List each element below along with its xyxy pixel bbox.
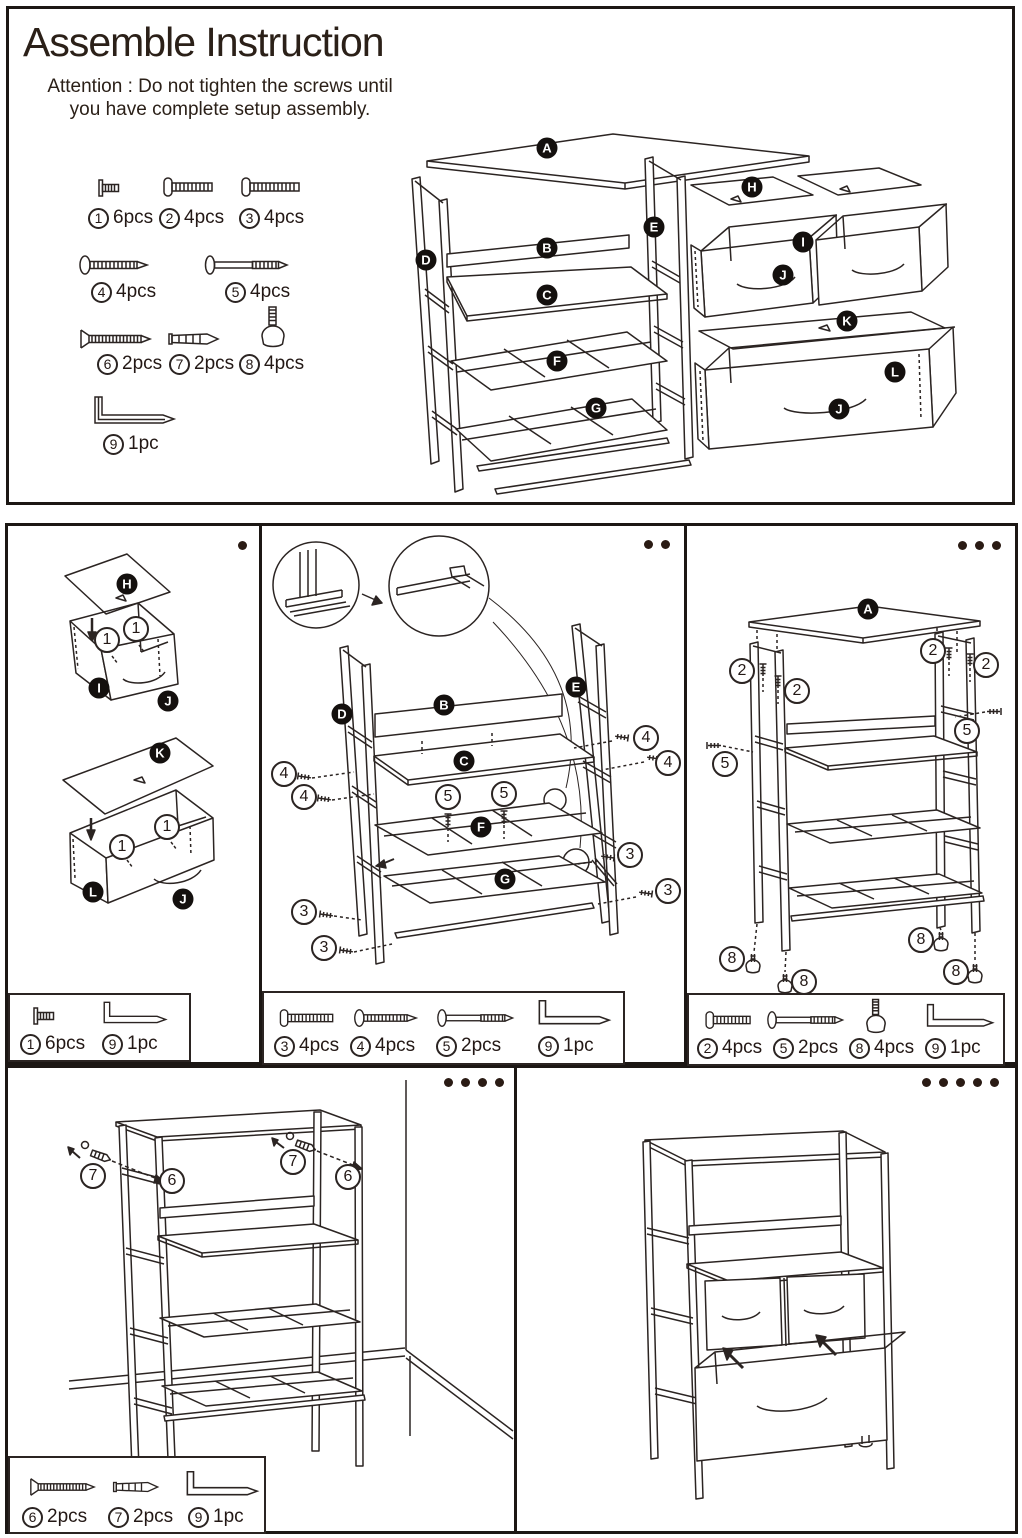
- part-2-number: 2: [159, 208, 180, 229]
- step3-callout-screw2-a: 2: [729, 658, 755, 684]
- overview-label-F: F: [547, 351, 568, 372]
- overview-label-G: G: [586, 398, 607, 419]
- adjustable-foot-icon: [255, 305, 291, 351]
- step2-label-E: E: [566, 677, 587, 698]
- wood-screw-icon: [350, 1007, 420, 1029]
- overview-label-J2: J: [829, 399, 850, 420]
- step3-hw-1: 2 4pcs: [697, 1037, 762, 1059]
- step-4-panel: [5, 1065, 517, 1534]
- allen-key-icon: [921, 1003, 995, 1031]
- long-wood-screw-icon: [203, 253, 289, 277]
- step2-label-C: C: [454, 751, 475, 772]
- step4-callout-anchor7-b: 7: [280, 1149, 306, 1175]
- step4-hw-3: 9 1pc: [188, 1506, 244, 1528]
- step1-label-J: J: [158, 691, 179, 712]
- step1-label-J2: J: [173, 889, 194, 910]
- step3-callout-foot8-c: 8: [908, 927, 934, 953]
- part-8-number: 8: [239, 354, 260, 375]
- step3-callout-screw5-b: 5: [712, 751, 738, 777]
- step-3-panel: [684, 523, 1018, 1065]
- step2-hw-4: 9 1pc: [538, 1035, 594, 1057]
- step2-label-F: F: [471, 817, 492, 838]
- overview-label-E: E: [644, 217, 665, 238]
- step4-callout-screw6-b: 6: [335, 1164, 361, 1190]
- attention-line-1: Attention : Do not tighten the screws until: [47, 76, 393, 97]
- part-9-number: 9: [103, 434, 124, 455]
- step2-callout-screw4-a: 4: [633, 725, 659, 751]
- step2-callout-screw4-c: 4: [271, 761, 297, 787]
- part-3-number: 3: [239, 208, 260, 229]
- step-3-diagram: [687, 526, 1015, 1062]
- part-7-number: 7: [169, 354, 190, 375]
- short-machine-screw-icon: [30, 1005, 66, 1027]
- step-5-diagram: [517, 1068, 1015, 1531]
- overview-label-D: D: [416, 250, 437, 271]
- step3-hw-4: 9 1pc: [925, 1037, 981, 1059]
- step2-callout-screw5-a: 5: [435, 784, 461, 810]
- attention-line-2: you have complete setup assembly.: [69, 99, 371, 120]
- step2-label-G: G: [495, 869, 516, 890]
- part-6-count: 6 2pcs: [97, 353, 162, 375]
- overview-label-B: B: [537, 238, 558, 259]
- step3-callout-screw5-a: 5: [954, 718, 980, 744]
- step3-callout-screw2-d: 2: [973, 652, 999, 678]
- step4-hw-2: 7 2pcs: [108, 1506, 173, 1528]
- step-4-hardware-box: [8, 1456, 266, 1534]
- part-6-number: 6: [97, 354, 118, 375]
- step2-hw-2: 4 4pcs: [350, 1035, 415, 1057]
- step1-callout-screw1-c: 1: [109, 834, 135, 860]
- flat-head-screw-icon: [24, 1476, 100, 1498]
- exploded-overview-diagram: [399, 121, 1011, 505]
- step2-callout-screw4-b: 4: [655, 750, 681, 776]
- attention-note: [37, 75, 403, 121]
- overview-label-I: I: [793, 232, 814, 253]
- part-7-count: 7 2pcs: [169, 353, 234, 375]
- step-2-diagram: [262, 526, 684, 1062]
- flat-head-screw-icon: [77, 327, 153, 351]
- step-2-dots: [644, 540, 670, 549]
- long-wood-screw-icon: [432, 1007, 518, 1029]
- part-4-count: 4 4pcs: [91, 281, 156, 303]
- step1-callout-screw1-d: 1: [154, 814, 180, 840]
- step-2-panel: [259, 523, 687, 1065]
- part-5-number: 5: [225, 282, 246, 303]
- wood-screw-icon: [77, 253, 149, 277]
- step2-hw-3: 5 2pcs: [436, 1035, 501, 1057]
- allen-key-icon: [98, 999, 168, 1029]
- overview-label-A: A: [537, 138, 558, 159]
- step2-callout-screw3-a: 3: [617, 842, 643, 868]
- step2-callout-screw3-b: 3: [655, 878, 681, 904]
- step3-label-A: A: [858, 599, 879, 620]
- overview-label-J: J: [773, 265, 794, 286]
- long-bolt-icon: [276, 1007, 338, 1029]
- part-4-number: 4: [91, 282, 112, 303]
- step3-callout-foot8-d: 8: [943, 959, 969, 985]
- step4-callout-anchor7-a: 7: [80, 1163, 106, 1189]
- step-4-dots: [444, 1078, 504, 1087]
- part-8-count: 8 4pcs: [239, 353, 304, 375]
- step3-callout-foot8-a: 8: [719, 946, 745, 972]
- step-1-hardware-box: [8, 993, 191, 1062]
- step3-callout-screw2-b: 2: [784, 678, 810, 704]
- short-bolt-icon: [161, 175, 217, 199]
- step1-callout-screw1-b: 1: [123, 616, 149, 642]
- step3-callout-screw2-c: 2: [920, 638, 946, 664]
- short-machine-screw-icon: [95, 177, 131, 199]
- part-5-count: 5 4pcs: [225, 281, 290, 303]
- step-5-panel: [514, 1065, 1018, 1534]
- step-1-panel: [5, 523, 262, 1065]
- part-2-count: 2 4pcs: [159, 207, 224, 229]
- allen-key-icon: [180, 1470, 260, 1500]
- step1-hw-2: 9 1pc: [102, 1033, 158, 1055]
- overview-label-K: K: [837, 311, 858, 332]
- step2-callout-screw5-b: 5: [491, 781, 517, 807]
- step2-callout-screw3-d: 3: [311, 935, 337, 961]
- allen-key-icon: [87, 395, 177, 429]
- step3-hw-2: 5 2pcs: [773, 1037, 838, 1059]
- step-3-hardware-box: [687, 993, 1005, 1066]
- step1-label-K: K: [150, 743, 171, 764]
- allen-key-icon: [532, 999, 612, 1029]
- step1-label-H: H: [117, 574, 138, 595]
- step1-label-L: L: [83, 882, 104, 903]
- overview-panel: [6, 6, 1015, 505]
- page-title: Assemble Instruction: [23, 19, 384, 65]
- overview-label-C: C: [537, 285, 558, 306]
- step1-label-I: I: [89, 678, 110, 699]
- step4-callout-screw6-a: 6: [159, 1168, 185, 1194]
- part-9-count: 9 1pc: [103, 433, 159, 455]
- overview-label-L: L: [885, 362, 906, 383]
- step3-hw-3: 8 4pcs: [849, 1037, 914, 1059]
- step2-hw-1: 3 4pcs: [274, 1035, 339, 1057]
- step3-callout-foot8-b: 8: [791, 969, 817, 995]
- step-5-dots: [922, 1078, 999, 1087]
- step-1-dots: [238, 541, 247, 550]
- step1-hw-1: 1 6pcs: [20, 1033, 85, 1055]
- part-3-count: 3 4pcs: [239, 207, 304, 229]
- step-3-dots: [958, 541, 1001, 550]
- adjustable-foot-icon: [861, 997, 891, 1037]
- wall-anchor-icon: [167, 329, 223, 349]
- long-bolt-icon: [239, 175, 303, 199]
- step-2-hardware-box: [262, 991, 625, 1065]
- step2-callout-screw3-c: 3: [291, 899, 317, 925]
- part-1-number: 1: [88, 208, 109, 229]
- step2-callout-screw4-d: 4: [291, 784, 317, 810]
- step2-label-D: D: [332, 704, 353, 725]
- overview-label-H: H: [742, 177, 763, 198]
- step-1-diagram: [8, 526, 259, 1062]
- short-bolt-icon: [701, 1009, 757, 1031]
- step4-hw-1: 6 2pcs: [22, 1506, 87, 1528]
- part-1-count: 1 6pcs: [88, 207, 153, 229]
- step1-callout-screw1-a: 1: [94, 627, 120, 653]
- step2-label-B: B: [434, 695, 455, 716]
- long-wood-screw-icon: [765, 1009, 845, 1031]
- wall-anchor-icon: [110, 1478, 164, 1496]
